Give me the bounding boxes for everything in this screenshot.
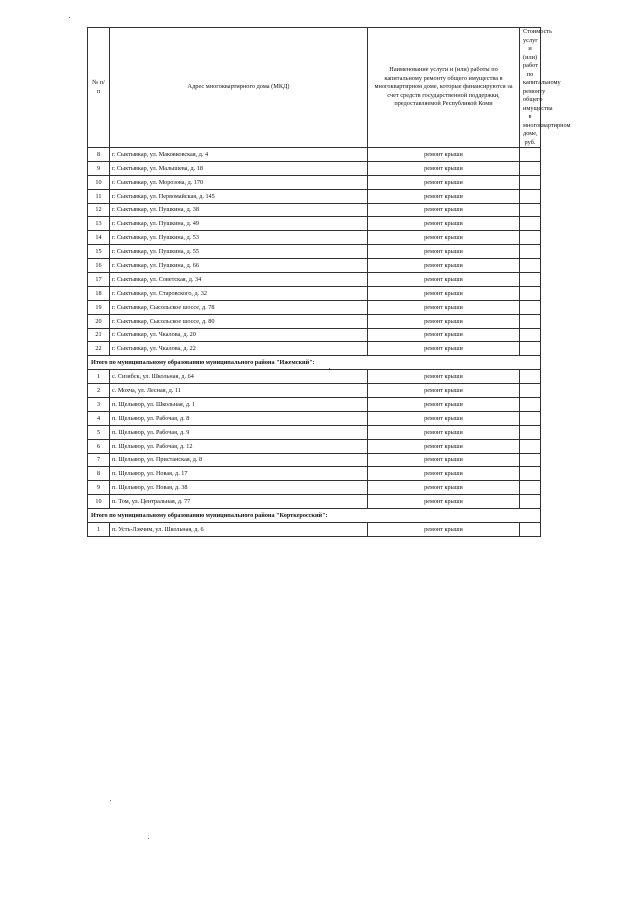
row-number-cell: 3 (88, 398, 110, 412)
cost-cell (520, 259, 541, 273)
document-page (87, 27, 571, 537)
table-row (88, 189, 541, 203)
table-row (88, 328, 541, 342)
cost-cell (520, 342, 541, 356)
table-row (88, 286, 541, 300)
cost-cell (520, 314, 541, 328)
cost-cell (520, 189, 541, 203)
header-cost: Стоимость услуг и (или) работ по капитальному ремонту общего имущества в многоквартирном доме, руб. (520, 28, 541, 148)
row-number-cell: 6 (88, 439, 110, 453)
table-row (88, 175, 541, 189)
row-number-cell: 1 (88, 523, 110, 537)
subtotal-label: Итого по муниципальному образованию муниципального района "Ижемский": (88, 356, 541, 370)
cost-cell (520, 286, 541, 300)
address-cell: г. Сыктывкар, ул. Пушкина, д. 53 (110, 231, 368, 245)
cost-cell (520, 161, 541, 175)
address-cell: г. Сыктывкар, ул. Маковковская, д. 4 (110, 148, 368, 162)
header-number: № п/п (88, 28, 110, 148)
row-number-cell: 15 (88, 245, 110, 259)
work-type-cell: ремонт крыши (368, 370, 520, 384)
table-row (88, 314, 541, 328)
cost-cell (520, 495, 541, 509)
table-row (88, 370, 541, 384)
table-row (88, 273, 541, 287)
table-row (88, 231, 541, 245)
address-cell: п. Щельяюр, ул. Рабочая, д. 8 (110, 411, 368, 425)
cost-cell (520, 467, 541, 481)
work-type-cell: ремонт крыши (368, 384, 520, 398)
row-number-cell: 18 (88, 286, 110, 300)
cost-cell (520, 203, 541, 217)
table-row (88, 161, 541, 175)
cost-cell (520, 175, 541, 189)
address-cell: п. Щельяюр, ул. Рабочая, д. 12 (110, 439, 368, 453)
cost-cell (520, 425, 541, 439)
table-body (88, 148, 541, 537)
header-address: Адрес многоквартирного дома (МКД) (110, 28, 368, 148)
row-number-cell: 7 (88, 453, 110, 467)
address-cell: п. Щельяюр, ул. Школьная, д. 1 (110, 398, 368, 412)
cost-cell (520, 273, 541, 287)
row-number-cell: 19 (88, 300, 110, 314)
table-row (88, 467, 541, 481)
row-number-cell: 4 (88, 411, 110, 425)
cost-cell (520, 523, 541, 537)
scan-speck (329, 368, 330, 369)
work-type-cell: ремонт крыши (368, 273, 520, 287)
table-row (88, 300, 541, 314)
work-type-cell: ремонт крыши (368, 314, 520, 328)
row-number-cell: 9 (88, 481, 110, 495)
work-type-cell: ремонт крыши (368, 300, 520, 314)
cost-cell (520, 217, 541, 231)
cost-cell (520, 148, 541, 162)
scan-speck (110, 800, 111, 801)
cost-cell (520, 398, 541, 412)
work-type-cell: ремонт крыши (368, 148, 520, 162)
address-cell: г. Сыктывкар, ул. Старовского, д. 32 (110, 286, 368, 300)
table-row (88, 384, 541, 398)
cost-cell (520, 370, 541, 384)
address-cell: г. Сыктывкар, ул. Пушкина, д. 66 (110, 259, 368, 273)
mkd-repair-table (87, 27, 571, 537)
table-row (88, 481, 541, 495)
row-number-cell: 5 (88, 425, 110, 439)
address-cell: п. Щельяюр, ул. Пристанская, д. 8 (110, 453, 368, 467)
address-cell: с. Мохча, ул. Лесная, д. 11 (110, 384, 368, 398)
row-number-cell: 17 (88, 273, 110, 287)
address-cell: п. Усть-Лэкчим, ул. Школьная, д. 6 (110, 523, 368, 537)
subtotal-label: Итого по муниципальному образованию муниципального района "Корткеросский": (88, 509, 541, 523)
cost-cell (520, 439, 541, 453)
address-cell: п. Щельяюр, ул. Новая, д. 38 (110, 481, 368, 495)
scan-speck (69, 17, 70, 18)
work-type-cell: ремонт крыши (368, 189, 520, 203)
work-type-cell: ремонт крыши (368, 398, 520, 412)
table-row (88, 398, 541, 412)
cost-cell (520, 453, 541, 467)
cost-cell (520, 245, 541, 259)
address-cell: г. Сыктывкар, Сысольское шоссе, д. 80 (110, 314, 368, 328)
row-number-cell: 10 (88, 175, 110, 189)
cost-cell (520, 231, 541, 245)
address-cell: г. Сыктывкар, ул. Морозова, д. 170 (110, 175, 368, 189)
address-cell: г. Сыктывкар, ул. Пушкина, д. 49 (110, 217, 368, 231)
cost-cell (520, 411, 541, 425)
work-type-cell: ремонт крыши (368, 342, 520, 356)
table-row (88, 425, 541, 439)
row-number-cell: 1 (88, 370, 110, 384)
subtotal-row (88, 356, 541, 370)
header-work: Наименование услуги и (или) работы по капитальному ремонту общего имущества в многоквартирном доме, которые финансируются за счет средств государственной поддержки, предоставляемой Республикой Коми (368, 28, 520, 148)
table-row (88, 342, 541, 356)
row-number-cell: 10 (88, 495, 110, 509)
row-number-cell: 12 (88, 203, 110, 217)
row-number-cell: 2 (88, 384, 110, 398)
work-type-cell: ремонт крыши (368, 411, 520, 425)
table-row (88, 259, 541, 273)
table-row (88, 495, 541, 509)
address-cell: г. Сыктывкар, ул. Первомайская, д. 145 (110, 189, 368, 203)
cost-cell (520, 481, 541, 495)
work-type-cell: ремонт крыши (368, 231, 520, 245)
address-cell: г. Сыктывкар, ул. Чкалова, д. 20 (110, 328, 368, 342)
table-row (88, 439, 541, 453)
work-type-cell: ремонт крыши (368, 203, 520, 217)
scan-speck (148, 838, 149, 839)
cost-cell (520, 300, 541, 314)
address-cell: г. Сыктывкар, ул. Пушкина, д. 55 (110, 245, 368, 259)
table-header (88, 28, 571, 148)
address-cell: п. Щельяюр, ул. Новая, д. 17 (110, 467, 368, 481)
work-type-cell: ремонт крыши (368, 328, 520, 342)
header-row (88, 28, 541, 148)
work-type-cell: ремонт крыши (368, 467, 520, 481)
address-cell: п. Щельяюр, ул. Рабочая, д. 9 (110, 425, 368, 439)
work-type-cell: ремонт крыши (368, 286, 520, 300)
row-number-cell: 21 (88, 328, 110, 342)
table-row (88, 203, 541, 217)
work-type-cell: ремонт крыши (368, 425, 520, 439)
table-row (88, 453, 541, 467)
work-type-cell: ремонт крыши (368, 481, 520, 495)
row-number-cell: 16 (88, 259, 110, 273)
work-type-cell: ремонт крыши (368, 245, 520, 259)
work-type-cell: ремонт крыши (368, 259, 520, 273)
address-cell: г. Сыктывкар, ул. Советская, д. 34 (110, 273, 368, 287)
row-number-cell: 8 (88, 148, 110, 162)
address-cell: г. Сыктывкар, ул. Малышева, д. 18 (110, 161, 368, 175)
address-cell: г. Сыктывкар, Сысольское шоссе, д. 78 (110, 300, 368, 314)
table-row (88, 148, 541, 162)
table-row (88, 523, 541, 537)
work-type-cell: ремонт крыши (368, 217, 520, 231)
subtotal-row (88, 509, 541, 523)
row-number-cell: 8 (88, 467, 110, 481)
address-cell: г. Сыктывкар, ул. Пушкина, д. 38 (110, 203, 368, 217)
table-row (88, 245, 541, 259)
work-type-cell: ремонт крыши (368, 523, 520, 537)
cost-cell (520, 328, 541, 342)
row-number-cell: 22 (88, 342, 110, 356)
address-cell: п. Том, ул. Центральная, д. 77 (110, 495, 368, 509)
row-number-cell: 20 (88, 314, 110, 328)
row-number-cell: 9 (88, 161, 110, 175)
work-type-cell: ремонт крыши (368, 495, 520, 509)
row-number-cell: 11 (88, 189, 110, 203)
work-type-cell: ремонт крыши (368, 175, 520, 189)
address-cell: с. Сизябск, ул. Школьная, д. 64 (110, 370, 368, 384)
row-number-cell: 14 (88, 231, 110, 245)
table-row (88, 411, 541, 425)
table-row (88, 217, 541, 231)
row-number-cell: 13 (88, 217, 110, 231)
address-cell: г. Сыктывкар, ул. Чкалова, д. 22 (110, 342, 368, 356)
work-type-cell: ремонт крыши (368, 161, 520, 175)
cost-cell (520, 384, 541, 398)
work-type-cell: ремонт крыши (368, 453, 520, 467)
work-type-cell: ремонт крыши (368, 439, 520, 453)
